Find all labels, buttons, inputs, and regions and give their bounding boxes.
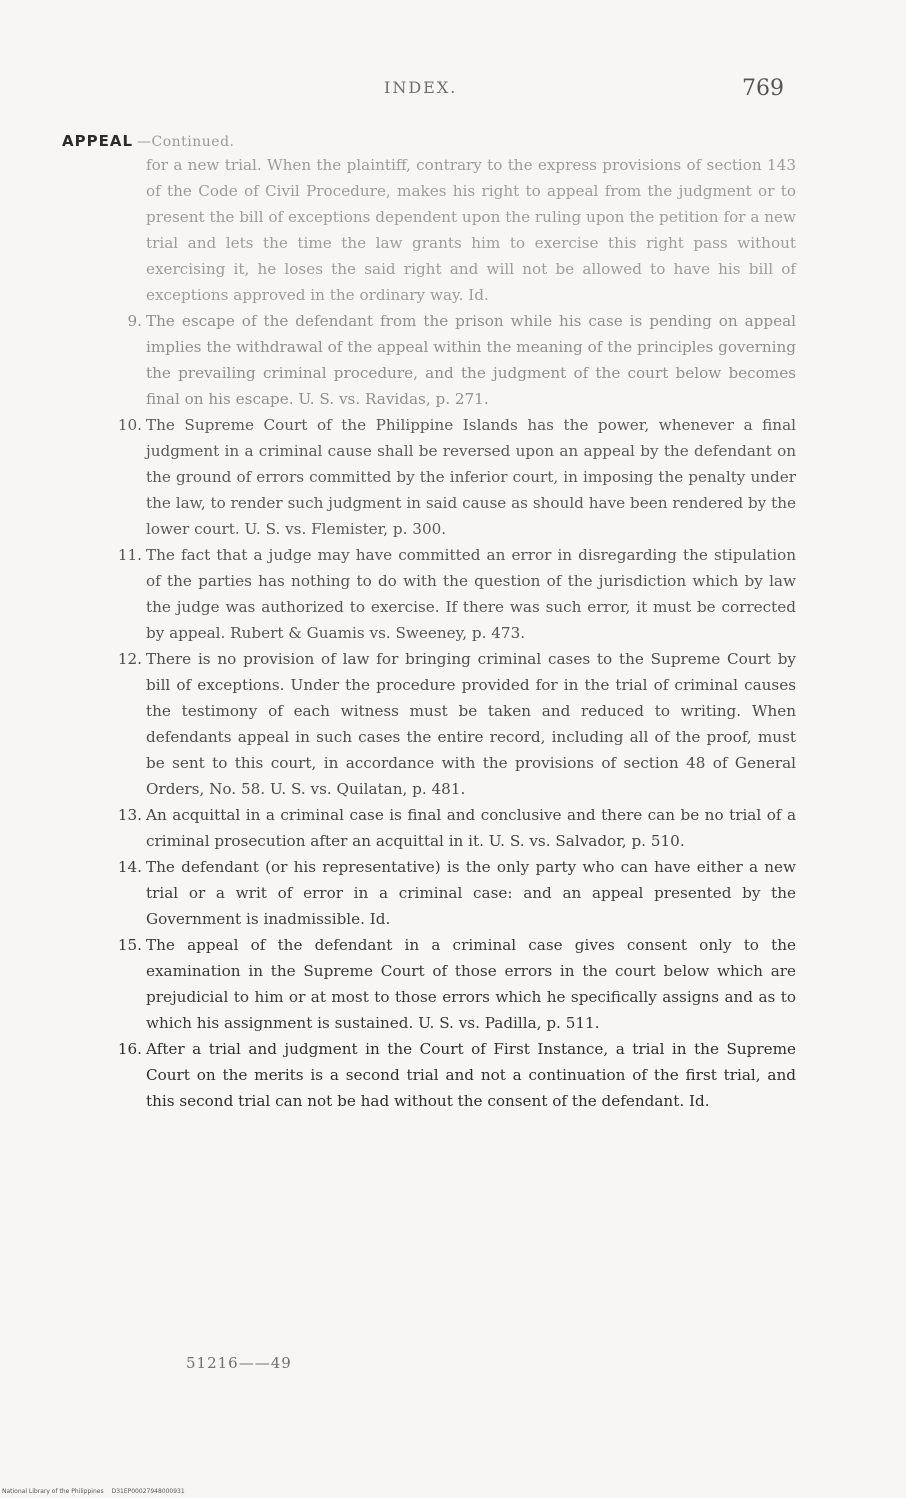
- entry-number: 13.: [117, 806, 142, 824]
- entry-text: There is no provision of law for bringing criminal cases to the Supreme Court by bill of exceptions. Under the procedure provided for in the trial of criminal causes the testimony of each witness must be taken and reduced to writing. When defendants appeal in such cases the entire record, including all of the proof, must be sent to this court, in accordance with the provisions of section 48 of General Orders, No. 58. U. S. vs. Quilatan, p. 481.: [146, 650, 796, 798]
- list-item: [92, 646, 796, 802]
- entry-number: 9.: [127, 312, 142, 330]
- signature-mark: 51216——49: [186, 1354, 292, 1372]
- entry-text: The appeal of the defendant in a criminal case gives consent only to the examination in the Supreme Court of those errors in the court below which are prejudicial to him or at most to those errors which he specifically assigns and as to which his assignment is sustained. U. S. vs. Padilla, p. 511.: [146, 936, 796, 1032]
- entry-text: An acquittal in a criminal case is final and conclusive and there can be no trial of a criminal prosecution after an acquittal in it. U. S. vs. Salvador, p. 510.: [146, 806, 796, 850]
- section-heading: [62, 132, 235, 150]
- entry-number: 15.: [117, 936, 142, 954]
- entry-text: The defendant (or his representative) is the only party who can have either a new trial or a writ of error in a criminal case: and an appeal presented by the Government is inadmissible. Id.: [146, 858, 796, 928]
- entry-number: 12.: [117, 650, 142, 668]
- entry-number: 16.: [117, 1040, 142, 1058]
- list-item: [92, 308, 796, 412]
- section-heading-title: APPEAL: [62, 132, 134, 150]
- entry-text: The fact that a judge may have committed an error in disregarding the stipulation of the parties has nothing to do with the question of the jurisdiction which by law the judge was authorized to exercise. If there was such error, it must be corrected by appeal. Rubert & Guamis vs. Sweeney, p. 473.: [146, 546, 796, 642]
- entry-text: After a trial and judgment in the Court of First Instance, a trial in the Supreme Court on the merits is a second trial and not a continuation of the first trial, and this second trial can not be had without the consent of the defendant. Id.: [146, 1040, 796, 1110]
- entry-text: The Supreme Court of the Philippine Islands has the power, whenever a final judgment in a criminal cause shall be reversed upon an appeal by the defendant on the ground of errors committed by the inferior court, in imposing the penalty under the law, to render such judgment in said cause as should have been rendered by the lower court. U. S. vs. Flemister, p. 300.: [146, 416, 796, 538]
- list-item: [92, 412, 796, 542]
- list-item: [92, 1036, 796, 1114]
- section-heading-continued: —Continued.: [137, 134, 235, 150]
- library-id: D31EP00027948000931: [111, 1488, 185, 1495]
- page-number: 769: [742, 76, 784, 101]
- list-item: [92, 152, 796, 308]
- entry-number: 10.: [117, 416, 142, 434]
- list-item: [92, 932, 796, 1036]
- running-head: INDEX.: [384, 78, 458, 97]
- list-item: [92, 542, 796, 646]
- list-item: [92, 802, 796, 854]
- entry-number: 14.: [117, 858, 142, 876]
- index-entries: [92, 152, 796, 1114]
- library-name: National Library of the Philippines: [2, 1488, 104, 1495]
- library-watermark: [2, 1488, 193, 1495]
- entry-text: The escape of the defendant from the prison while his case is pending on appeal implies the withdrawal of the appeal within the meaning of the principles governing the prevailing criminal procedure, and the judgment of the court below becomes final on his escape. U. S. vs. Ravidas, p. 271.: [146, 312, 796, 408]
- entry-text: for a new trial. When the plaintiff, contrary to the express provisions of section 143 of the Code of Civil Procedure, makes his right to appeal from the judgment or to present the bill of exceptions dependent upon the ruling upon the petition for a new trial and lets the time the law grants him to exercise this right pass without exercising it, he loses the said right and will not be allowed to have his bill of exceptions approved in the ordinary way. Id.: [146, 156, 796, 304]
- entry-number: 11.: [117, 546, 142, 564]
- list-item: [92, 854, 796, 932]
